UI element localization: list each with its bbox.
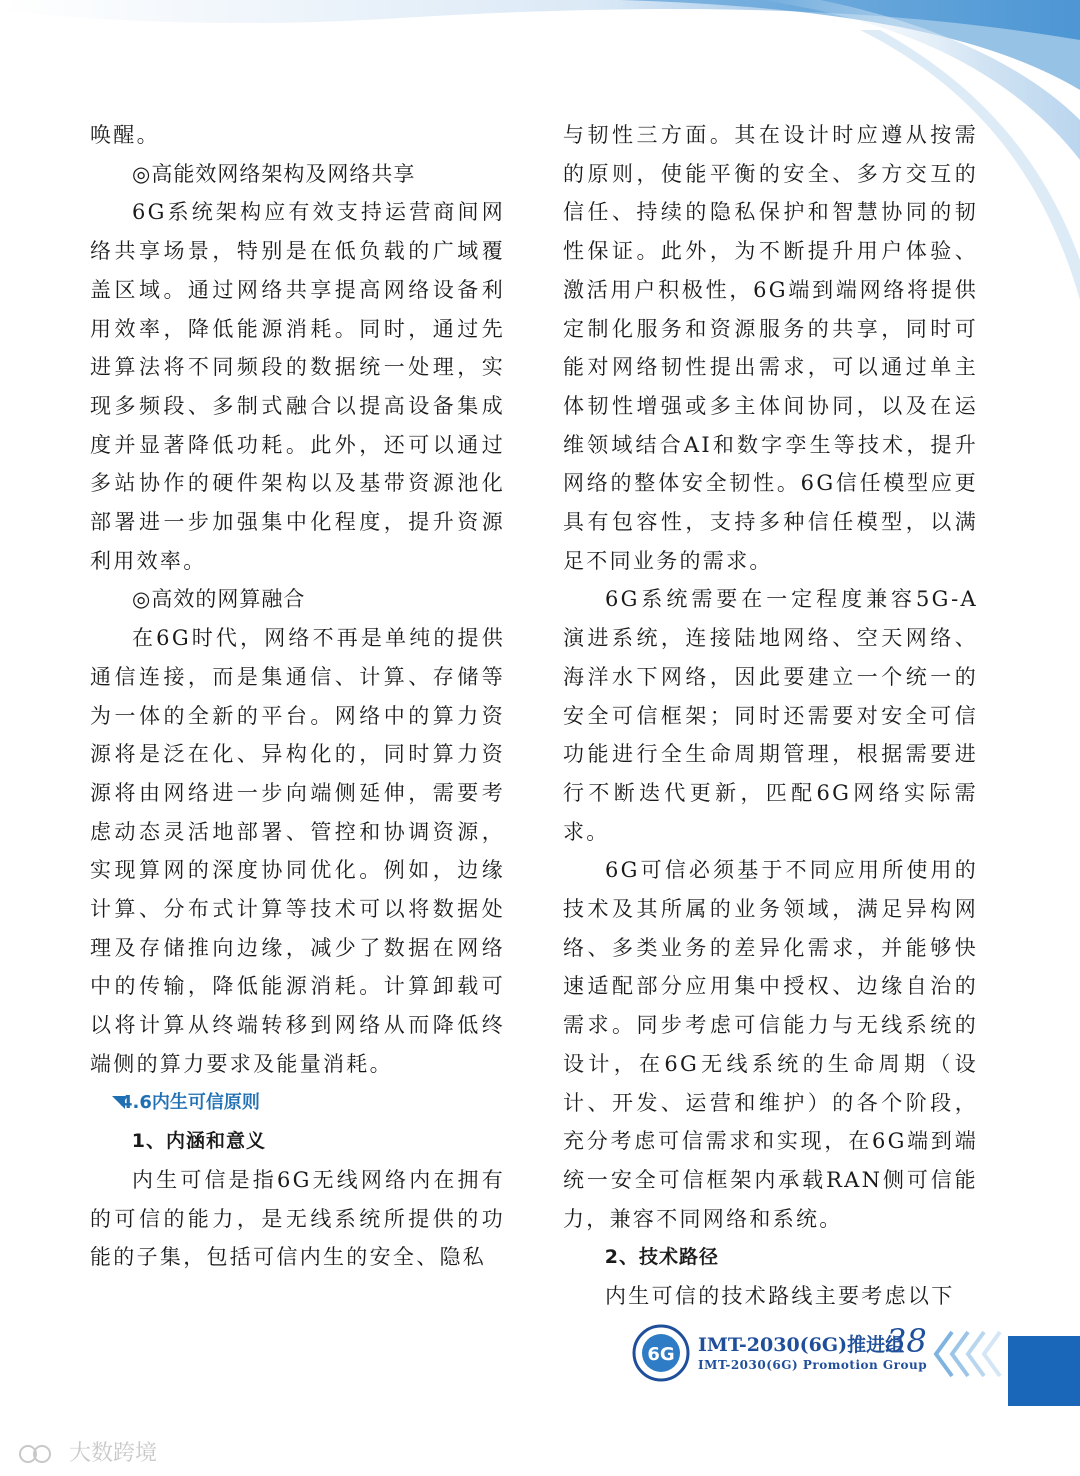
right-column xyxy=(563,116,978,1316)
paragraph: 内生可信是指6G无线网络内在拥有的可信的能力，是无线系统所提供的功能的子集，包括可信内生的安全、隐私 xyxy=(90,1167,505,1270)
section-heading-4-6 xyxy=(90,1084,505,1123)
paragraph: 内生可信的技术路线主要考虑以下 xyxy=(605,1284,955,1309)
imt-2030-logo-icon xyxy=(632,1324,690,1382)
section-marker-icon xyxy=(112,1096,125,1109)
watermark-text: 大数跨境 xyxy=(69,1441,158,1466)
paragraph: 在6G时代，网络不再是单纯的提供通信连接，而是集通信、计算、存储等为一体的全新的平台。网络中的算力资源将是泛在化、异构化的，同时算力资源将由网络进一步向端侧延伸，需要考虑动态灵活地部署、管控和协调资源，实现算网的深度协同优化。例如，边缘计算、分布式计算等技术可以将数据处理及存储推向边缘，减少了数据在网络中的传输，降低能源消耗。计算卸载可以将计算从终端转移到网络从而降低终端侧的算力要求及能量消耗。 xyxy=(90,626,505,1076)
paragraph: 6G系统架构应有效支持运营商间网络共享场景，特别是在低负载的广域覆盖区域。通过网络共享提高网络设备利用效率，降低能源消耗。同时，通过先进算法将不同频段的数据统一处理，实现多频段、多制式融合以提高设备集成度并显著降低功耗。此外，还可以通过多站协作的硬件架构以及基带资源池化部署进一步加强集中化程度，提升资源利用效率。 xyxy=(90,200,505,573)
watermark xyxy=(18,1436,157,1467)
subheading-energy-efficient-architecture: ◎高能效网络架构及网络共享 xyxy=(132,161,416,186)
section-heading-text: 4.6内生可信原则 xyxy=(120,1091,260,1113)
brand-name-en: IMT-2030(6G) Promotion Group xyxy=(698,1358,928,1372)
logo-label: 6G xyxy=(647,1344,675,1365)
page-number: 38 xyxy=(886,1322,927,1360)
paragraph: 6G系统需要在一定程度兼容5G-A演进系统，连接陆地网络、空天网络、海洋水下网络，因此要建立一个统一的安全可信框架；同时还需要对安全可信功能进行全生命周期管理，根据需要进行不断迭代更新，匹配6G网络实际需求。 xyxy=(563,587,978,844)
subheading-network-computing-fusion: ◎高效的网算融合 xyxy=(132,587,306,612)
chevron-left-icon xyxy=(928,1328,1008,1380)
left-column xyxy=(90,116,505,1277)
numbered-heading-1: 1、内涵和意义 xyxy=(131,1130,267,1153)
brand-name-cn: IMT-2030(6G)推进组 xyxy=(698,1334,905,1356)
watermark-logo-icon xyxy=(18,1443,62,1465)
paragraph: 与韧性三方面。其在设计时应遵从按需的原则，使能平衡的安全、多方交互的信任、持续的隐私保护和智慧协同的韧性保证。此外，为不断提升用户体验、激活用户积极性，6G端到端网络将提供定制化服务和资源服务的共享，同时可能对网络韧性提出需求，可以通过单主体韧性增强或多主体间协同，以及在运维领域结合AI和数字孪生等技术，提升网络的整体安全韧性。6G信任模型应更具有包容性，支持多种信任模型，以满足不同业务的需求。 xyxy=(563,123,978,573)
paragraph: 6G可信必须基于不同应用所使用的技术及其所属的业务领域，满足异构网络、多类业务的差异化需求，并能够快速适配部分应用集中授权、边缘自治的需求。同步考虑可信能力与无线系统的设计，在6G无线系统的生命周期（设计、开发、运营和维护）的各个阶段，充分考虑可信需求和实现，在6G端到端统一安全可信框架内承载RAN侧可信能力，兼容不同网络和系统。 xyxy=(563,858,978,1231)
page-footer xyxy=(628,1318,1080,1408)
numbered-heading-2: 2、技术路径 xyxy=(604,1246,720,1269)
paragraph: 唤醒。 xyxy=(90,123,160,147)
